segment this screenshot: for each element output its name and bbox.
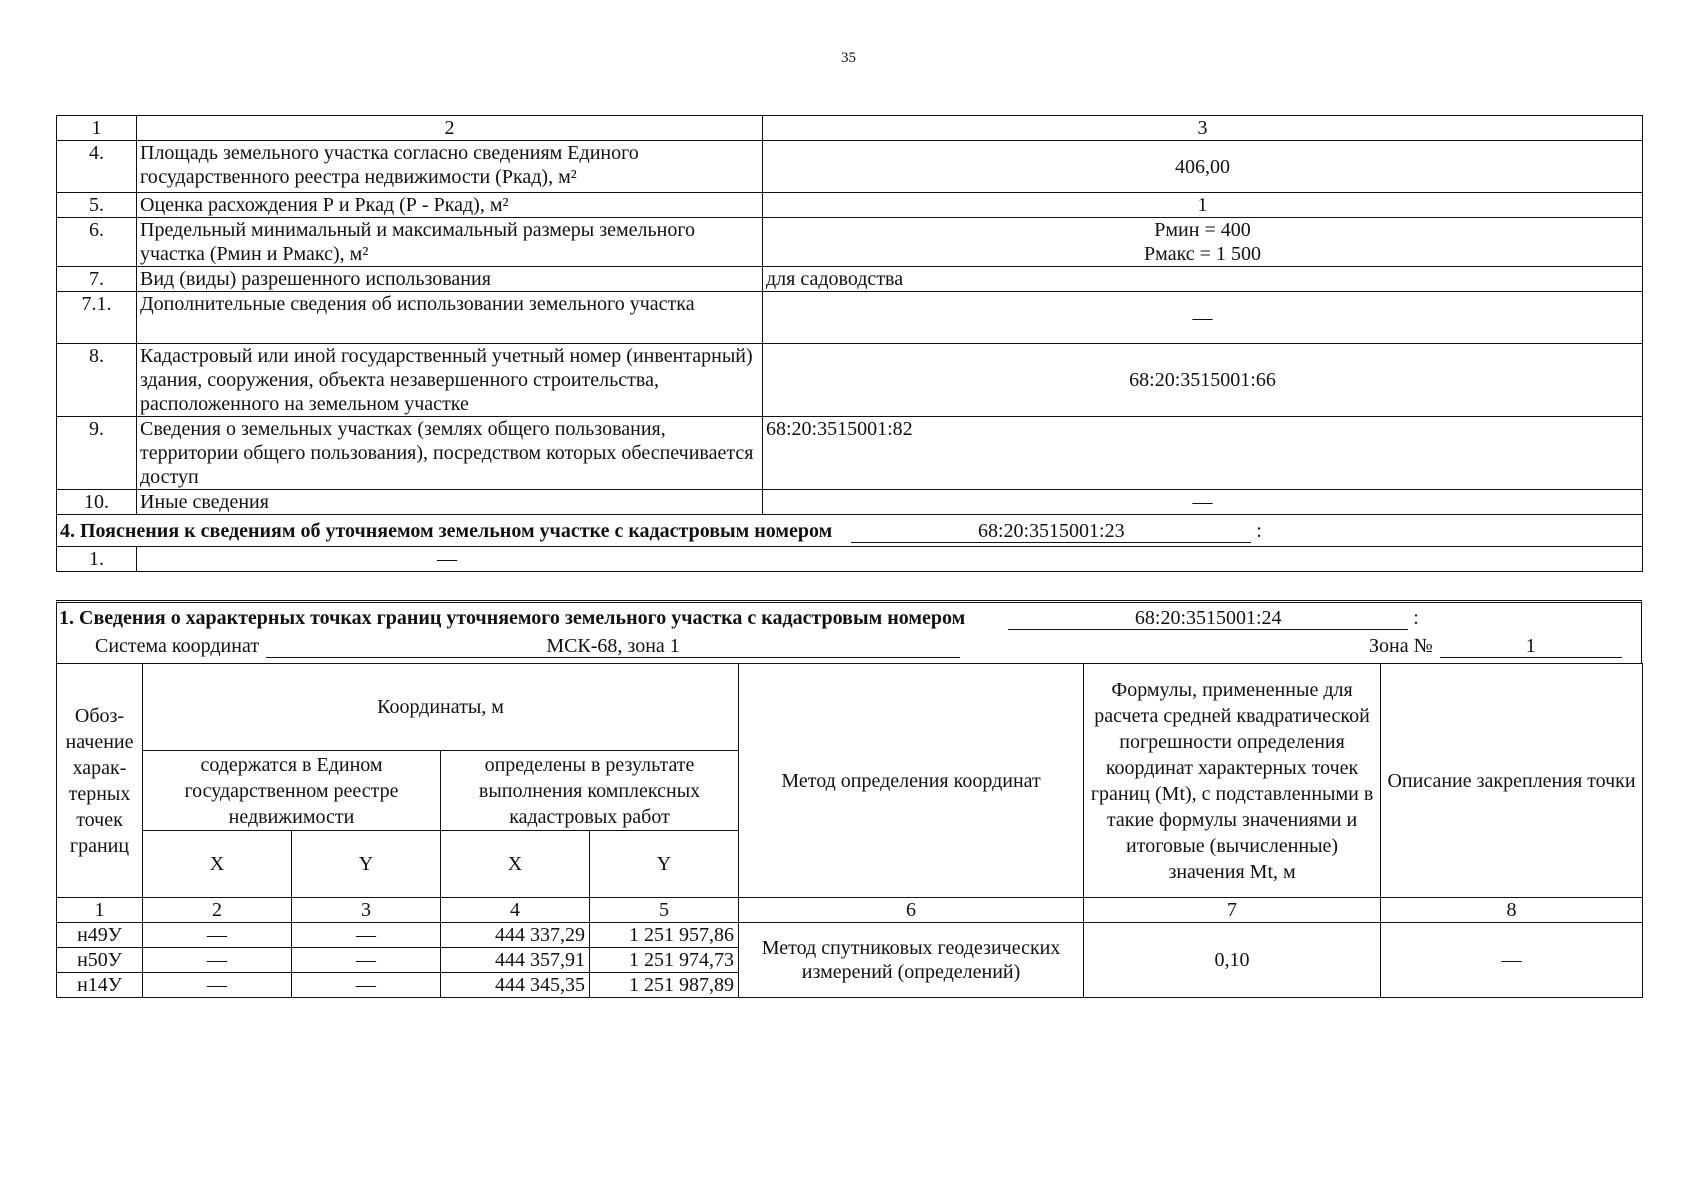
- header-formula: Формулы, примененные для расчета средней квадратической погрешности определения координат характерных точек границ (Mt), с подставленными в такие формулы значениями и итоговые (вычисленные) значения Mt, м: [1084, 664, 1381, 898]
- coord-system-label: Система координат: [95, 635, 260, 657]
- point-name: н14У: [57, 973, 143, 998]
- header-y-kkr: Y: [590, 831, 739, 898]
- col-header-3: 3: [763, 116, 1643, 141]
- y-egrn: —: [292, 948, 441, 973]
- y-egrn: —: [292, 923, 441, 948]
- zone-label: Зона №: [1369, 635, 1433, 657]
- header-x-egrn: X: [143, 831, 292, 898]
- header-kkr: определены в результате выполнения комплексных кадастровых работ: [441, 751, 739, 831]
- section4-title: 4. Пояснения к сведениям об уточняемом земельном участке с кадастровым номером: [60, 519, 833, 542]
- page-number: 35: [841, 50, 856, 66]
- col-header-2: 2: [137, 116, 763, 141]
- row-label: Иные сведения: [137, 490, 763, 515]
- row-number: 7.: [57, 267, 137, 292]
- row-value: —: [763, 292, 1643, 344]
- row-number: 6.: [57, 218, 137, 267]
- row-label: Сведения о земельных участках (землях общего пользования, территории общего пользования), посредством которых обеспечивается доступ: [137, 417, 763, 490]
- row-number: 5.: [57, 193, 137, 218]
- section1-header: [56, 600, 1642, 663]
- zone-value: 1: [1440, 635, 1622, 658]
- method-cell: Метод спутниковых геодезических измерений (определений): [739, 923, 1084, 998]
- col-number: 2: [143, 898, 292, 923]
- row-number: 8.: [57, 344, 137, 417]
- description-cell: —: [1381, 923, 1643, 998]
- header-method: Метод определения координат: [739, 664, 1084, 898]
- boundary-points-table: [56, 663, 1643, 998]
- row-number: 9.: [57, 417, 137, 490]
- col-number: 6: [739, 898, 1084, 923]
- row-value: для садоводства: [763, 267, 1643, 292]
- y-value: 1 251 987,89: [590, 973, 739, 998]
- table-row: [57, 344, 1643, 417]
- point-name: н49У: [57, 923, 143, 948]
- section4-colon: :: [1256, 519, 1262, 542]
- point-name: н50У: [57, 948, 143, 973]
- y-value: 1 251 957,86: [590, 923, 739, 948]
- x-egrn: —: [143, 948, 292, 973]
- table-row: [57, 417, 1643, 490]
- row-label: Предельный минимальный и максимальный размеры земельного участка (Рмин и Рмакс), м²: [137, 218, 763, 267]
- header-point-designation: Обоз-начение харак-терных точек границ: [57, 664, 143, 898]
- section4-title-row: [57, 515, 1643, 547]
- section1-cadnum: 68:20:3515001:24: [1008, 607, 1408, 630]
- y-value: 1 251 974,73: [590, 948, 739, 973]
- col-number: 4: [441, 898, 590, 923]
- row-number: 4.: [57, 141, 137, 193]
- header-description: Описание закрепления точки: [1381, 664, 1643, 898]
- table-row: [57, 218, 1643, 267]
- x-egrn: —: [143, 973, 292, 998]
- row-label: Площадь земельного участка согласно сведениям Единого государственного реестра недвижимости (Ркад), м²: [137, 141, 763, 193]
- row-value: 68:20:3515001:66: [763, 344, 1643, 417]
- section1-colon: :: [1413, 607, 1419, 629]
- pmax-value: Рмакс = 1 500: [1144, 243, 1261, 265]
- col-number: 8: [1381, 898, 1643, 923]
- x-value: 444 337,29: [441, 923, 590, 948]
- table-row: [57, 490, 1643, 515]
- col-header-1: 1: [57, 116, 137, 141]
- row-number: 7.1.: [57, 292, 137, 344]
- header-x-kkr: X: [441, 831, 590, 898]
- header-coordinates: Координаты, м: [143, 664, 739, 751]
- row-label: Кадастровый или иной государственный учетный номер (инвентарный) здания, сооружения, объекта незавершенного строительства, расположенного на земельном участке: [137, 344, 763, 417]
- table-row: [57, 547, 1643, 572]
- row-number: 1.: [57, 547, 137, 572]
- table-row: [57, 193, 1643, 218]
- row-value: 1: [763, 193, 1643, 218]
- x-value: 444 357,91: [441, 948, 590, 973]
- header-y-egrn: Y: [292, 831, 441, 898]
- row-value: 68:20:3515001:82: [763, 417, 1643, 490]
- table-row: [57, 292, 1643, 344]
- table-row: [57, 923, 1643, 948]
- row-value: —: [763, 490, 1643, 515]
- pmin-value: Рмин = 400: [1154, 219, 1251, 241]
- y-egrn: —: [292, 973, 441, 998]
- row-value: 406,00: [763, 141, 1643, 193]
- col-number: 7: [1084, 898, 1381, 923]
- row-value: [763, 218, 1643, 267]
- column-numbers-row: [57, 898, 1643, 923]
- row-number: 10.: [57, 490, 137, 515]
- section1-title: 1. Сведения о характерных точках границ уточняемого земельного участка с кадастровым номером: [59, 607, 966, 629]
- row-value: —: [437, 548, 457, 570]
- coord-system-value: МСК-68, зона 1: [266, 635, 960, 658]
- land-info-table: [56, 115, 1643, 572]
- col-number: 5: [590, 898, 739, 923]
- mt-cell: 0,10: [1084, 923, 1381, 998]
- table-row: [57, 267, 1643, 292]
- row-label: Вид (виды) разрешенного использования: [137, 267, 763, 292]
- x-egrn: —: [143, 923, 292, 948]
- col-number: 3: [292, 898, 441, 923]
- row-label: Оценка расхождения Р и Ркад (Р - Ркад), м²: [137, 193, 763, 218]
- col-number: 1: [57, 898, 143, 923]
- table-row: [57, 141, 1643, 193]
- table-header-row: [57, 116, 1643, 141]
- header-egrn: содержатся в Едином государственном реестре недвижимости: [143, 751, 441, 831]
- x-value: 444 345,35: [441, 973, 590, 998]
- row-label: Дополнительные сведения об использовании земельного участка: [137, 292, 763, 344]
- section4-cadnum: 68:20:3515001:23: [851, 520, 1251, 543]
